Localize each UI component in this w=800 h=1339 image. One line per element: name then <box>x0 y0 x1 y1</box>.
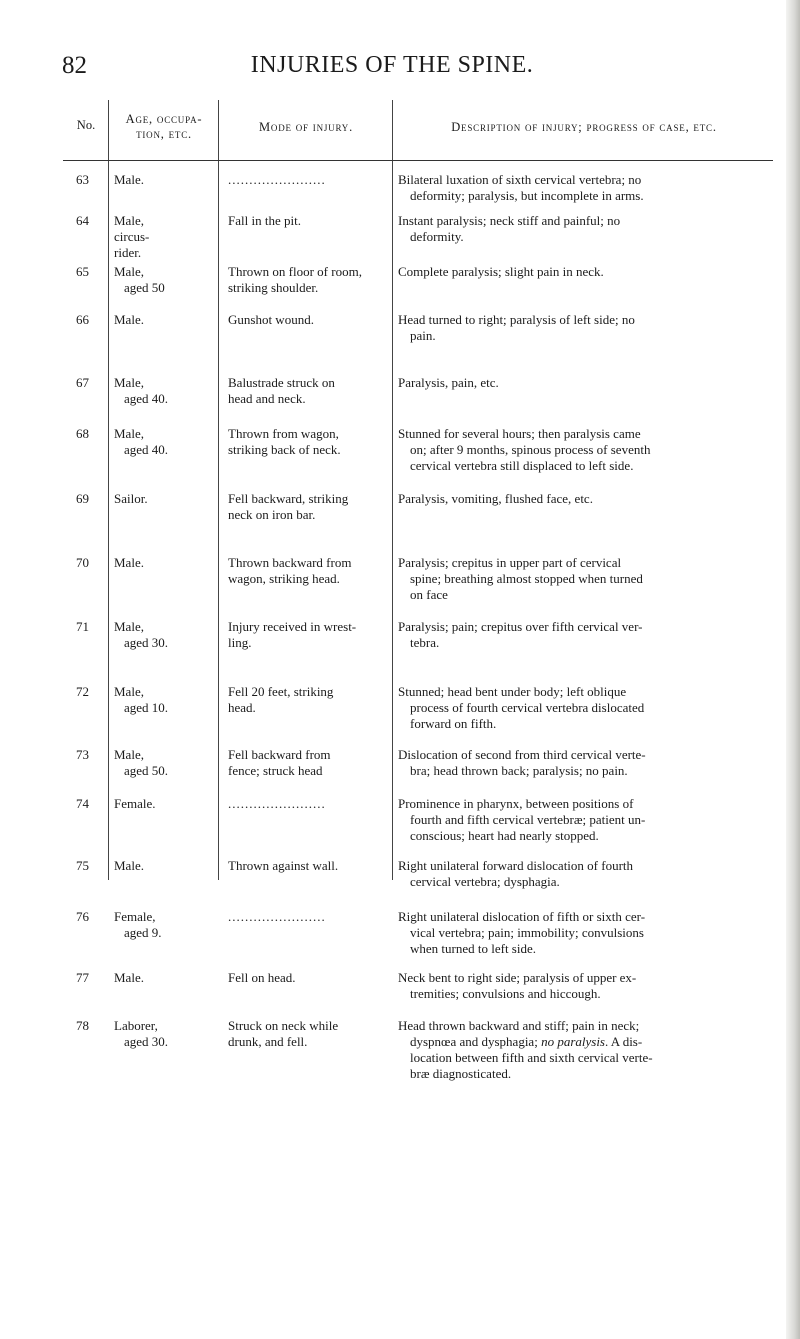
case-description: Head turned to right; paralysis of left side; no pain. <box>398 312 635 343</box>
case-number: 70 <box>76 555 89 570</box>
column-rule <box>108 100 109 880</box>
case-age-occupation: Sailor. <box>114 491 148 506</box>
case-age-occupation: Male, aged 40. <box>114 375 169 406</box>
case-age-occupation: Female. <box>114 796 156 811</box>
case-number: 75 <box>76 858 89 873</box>
case-description: Prominence in pharynx, between positions of fourth and fifth cervical vertebræ; patient un- conscious; heart had nearly stopped. <box>398 796 646 843</box>
column-header-no: No. <box>76 118 96 132</box>
case-mode-of-injury: Fell 20 feet, striking head. <box>228 684 334 715</box>
case-number: 69 <box>76 491 89 506</box>
case-age-occupation: Male. <box>114 858 144 873</box>
case-age-occupation: Male, aged 50 <box>114 264 165 295</box>
case-description: Bilateral luxation of sixth cervical vertebra; no deformity; paralysis, but incomplete in arms. <box>398 172 644 203</box>
column-header-description: Description of injury; progress of case, etc. <box>451 120 717 134</box>
case-age-occupation: Male, circus- rider. <box>114 213 150 260</box>
case-description: Paralysis; crepitus in upper part of cervical spine; breathing almost stopped when turned on face <box>398 555 643 602</box>
page-edge-shadow <box>786 0 800 1339</box>
column-rule <box>392 100 393 880</box>
case-mode-of-injury: Fall in the pit. <box>228 213 301 228</box>
column-header-mode: Mode of injury. <box>259 120 353 134</box>
case-description: Stunned; head bent under body; left oblique process of fourth cervical vertebra dislocated forward on fifth. <box>398 684 645 731</box>
case-age-occupation: Male, aged 40. <box>114 426 169 457</box>
page-number: 82 <box>62 52 87 79</box>
header-rule <box>63 160 773 161</box>
case-mode-of-injury: Fell backward from fence; struck head <box>228 747 331 778</box>
case-number: 65 <box>76 264 89 279</box>
case-mode-of-injury: Thrown backward from wagon, striking head. <box>228 555 352 586</box>
case-age-occupation: Male, aged 50. <box>114 747 169 778</box>
case-age-occupation: Male. <box>114 172 144 187</box>
case-age-occupation: Male. <box>114 312 144 327</box>
case-number: 73 <box>76 747 89 762</box>
case-number: 71 <box>76 619 89 634</box>
case-description: Dislocation of second from third cervical verte- bra; head thrown back; paralysis; no pain. <box>398 747 646 778</box>
case-age-occupation: Female, aged 9. <box>114 909 162 940</box>
case-mode-of-injury: Thrown from wagon, striking back of neck. <box>228 426 341 457</box>
case-description: Instant paralysis; neck stiff and painful; no deformity. <box>398 213 621 244</box>
case-description: Stunned for several hours; then paralysis came on; after 9 months, spinous process of seventh cervical vertebra still displaced to left side. <box>398 426 651 473</box>
case-mode-of-injury: Balustrade struck on head and neck. <box>228 375 335 406</box>
case-age-occupation: Male. <box>114 555 144 570</box>
case-mode-of-injury: ....................... <box>228 909 326 924</box>
case-description: Paralysis, vomiting, flushed face, etc. <box>398 491 593 506</box>
running-head: INJURIES OF THE SPINE. <box>250 52 534 78</box>
case-mode-of-injury: Fell backward, striking neck on iron bar. <box>228 491 349 522</box>
case-mode-of-injury: Thrown on floor of room, striking shoulder. <box>228 264 362 295</box>
case-age-occupation: Male, aged 10. <box>114 684 169 715</box>
case-description: Paralysis, pain, etc. <box>398 375 499 390</box>
case-description: Right unilateral forward dislocation of fourth cervical vertebra; dysphagia. <box>398 858 634 889</box>
case-number: 78 <box>76 1018 89 1033</box>
case-age-occupation: Male. <box>114 970 144 985</box>
page-header <box>62 52 722 84</box>
case-number: 64 <box>76 213 89 228</box>
case-mode-of-injury: Struck on neck while drunk, and fell. <box>228 1018 339 1049</box>
case-age-occupation: Male, aged 30. <box>114 619 169 650</box>
case-number: 63 <box>76 172 89 187</box>
case-mode-of-injury: Thrown against wall. <box>228 858 339 873</box>
case-number: 76 <box>76 909 89 924</box>
case-number: 68 <box>76 426 89 441</box>
case-number: 77 <box>76 970 89 985</box>
case-description: Right unilateral dislocation of fifth or sixth cer- vical vertebra; pain; immobility; convulsions when turned to left side. <box>398 909 646 956</box>
case-description: Complete paralysis; slight pain in neck. <box>398 264 604 279</box>
case-mode-of-injury: ....................... <box>228 172 326 187</box>
case-age-occupation: Laborer, aged 30. <box>114 1018 169 1049</box>
case-number: 74 <box>76 796 89 811</box>
column-header-age: Age, occupa- tion, etc. <box>125 112 203 141</box>
case-description: Paralysis; pain; crepitus over fifth cervical ver- tebra. <box>398 619 643 650</box>
case-number: 72 <box>76 684 89 699</box>
column-rule <box>218 100 219 880</box>
case-mode-of-injury: Gunshot wound. <box>228 312 314 327</box>
case-mode-of-injury: ....................... <box>228 796 326 811</box>
case-mode-of-injury: Fell on head. <box>228 970 296 985</box>
case-description: Neck bent to right side; paralysis of upper ex- tremities; convulsions and hiccough. <box>398 970 637 1001</box>
case-number: 66 <box>76 312 89 327</box>
case-mode-of-injury: Injury received in wrest- ling. <box>228 619 357 650</box>
case-description: Head thrown backward and stiff; pain in neck; dyspnœa and dysphagia; no paralysis. A dis- location between fifth and sixth cervical verte- bræ diagnosticated. <box>398 1018 653 1081</box>
case-number: 67 <box>76 375 89 390</box>
